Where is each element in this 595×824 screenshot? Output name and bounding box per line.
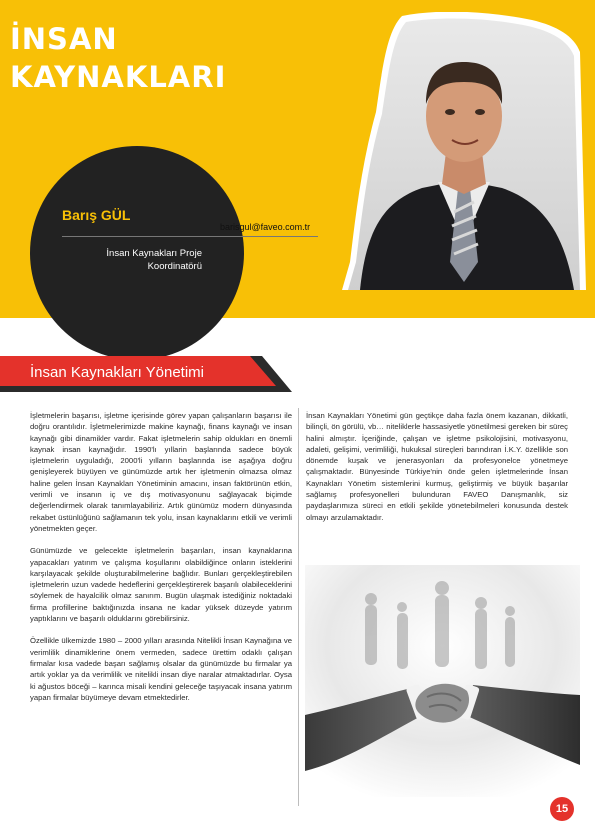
article-paragraph: İnsan Kaynakları Yönetimi gün geçtikçe daha fazla önem kazanan, dikkatli, bilinçli, ön görülü, vb… niteliklerle hassasiyetle yönetilmesi gereken bir süreç halini almıştır. İçeriğinde, çalışan ve işletme psikolojisini, motivasyonu, adaleti, gelişimi, verimliliği, hukuksal süreçleri barındıran İ.K.Y. özellikle son dönemde kuşak ve jenerasyonları da profesyonelce yönetmeye çalışmaktadır. Bünyesinde Türkiye'nin önde gelen işletmelerinde İnsan Kaynakları Yönetim sistemlerini kurmuş, geliştirmiş ve büyük başarılar sağlamış profesyonelleri bulunduran FAVEO Danışmanlık, siz paydaşlarımıza süreci en etkili şekilde yönetebilmeleri konusunda destek olmayı arzulamaktadır. [306,411,568,522]
column-divider [298,408,299,806]
article-left-column [30,410,292,714]
handshake-photo [305,565,580,797]
email-link[interactable]: barisgul@faveo.com.tr [220,222,311,232]
person-role-line-1: İnsan Kaynakları Proje [106,248,202,259]
person-role-line-2: Koordinatörü [147,261,202,272]
page-title [10,20,310,96]
page-title-line-1: İNSAN [10,22,118,56]
page-title-line-2: KAYNAKLARI [10,60,227,94]
person-name: Barış GÜL [62,207,131,223]
article-paragraph: Günümüzde ve gelecekte işletmelerin başarıları, insan kaynaklarına yapacakları yatırım ve çalışma koşullarını olabildiğince onların isteklerini karşılayacak şekilde oluşturabilmelerine bağlıdır. Bunları gerçekleştirebilen işletmelerin uzun vadede hedeflerini gerçekleştirerek başarılı olabileceklerini söylemek de hayalcilik olmaz sanırım. Bugün ulaşmak istediğiniz noktadaki firma profillerine baktığınızda insana ne kadar yüksek düzeyde yatırım yaptıklarını ve başarılı olduklarını görebilirsiniz. [30,546,292,624]
email-underline [62,236,318,237]
article-paragraph: Özellikle ülkemizde 1980 – 2000 yılları arasında Nitelikli İnsan Kaynağına ve verimlilik dinamiklerine önem vermeden, sadece ürettim odaklı çalışan firmalar kısa vadede başarı sağlamış olsalar da günümüzde bu firmalar ya artık yoklar ya da verimlilik ve nitelikli insan diye naralar atmaktadırlar. Oysa ki ağustos böceği – karınca misali kendini geleceğe taşıyacak insana yatırım yapan firmalar büyümeye devam etmektedirler. [30,636,292,702]
article-right-column [306,410,568,534]
article-paragraph: İşletmelerin başarısı, işletme içerisinde görev yapan çalışanların başarısı ile doğru orantılıdır. İşletmelerimizde makine kaynağı, finans kaynağı ve insan kaynağı gibi dinamikler vardır. Fakat işletmelerin sahip oldukları en önemli kaynak insan kaynağıdır. 1990'lı yıllarin başlarında sadece büyük işletmelerin uyguladığı, 2000'li yılların başlarında ise aşağıya doğru genişleyerek büyüyen ve günümüzde artık her işletmenin olmazsa olmaz haline gelen İnsan Kaynakları Yönetiminin amacını, insan faktörünün etkin, verimli ve insanın iç ve dış motivasyonunu sağlayacak biçimde değerlendirmek olarak tanımlayabiliriz. Artık günümüz modern dünyasında rekabet üstünlüğünü sağlamanın tek yolu, insan kaynaklarını etkili ve verimli yönetmekten geçer. [30,411,292,533]
portrait-photo [342,12,586,290]
page-number: 15 [550,797,574,821]
section-title: İnsan Kaynakları Yönetimi [30,364,204,381]
person-role [62,247,202,273]
